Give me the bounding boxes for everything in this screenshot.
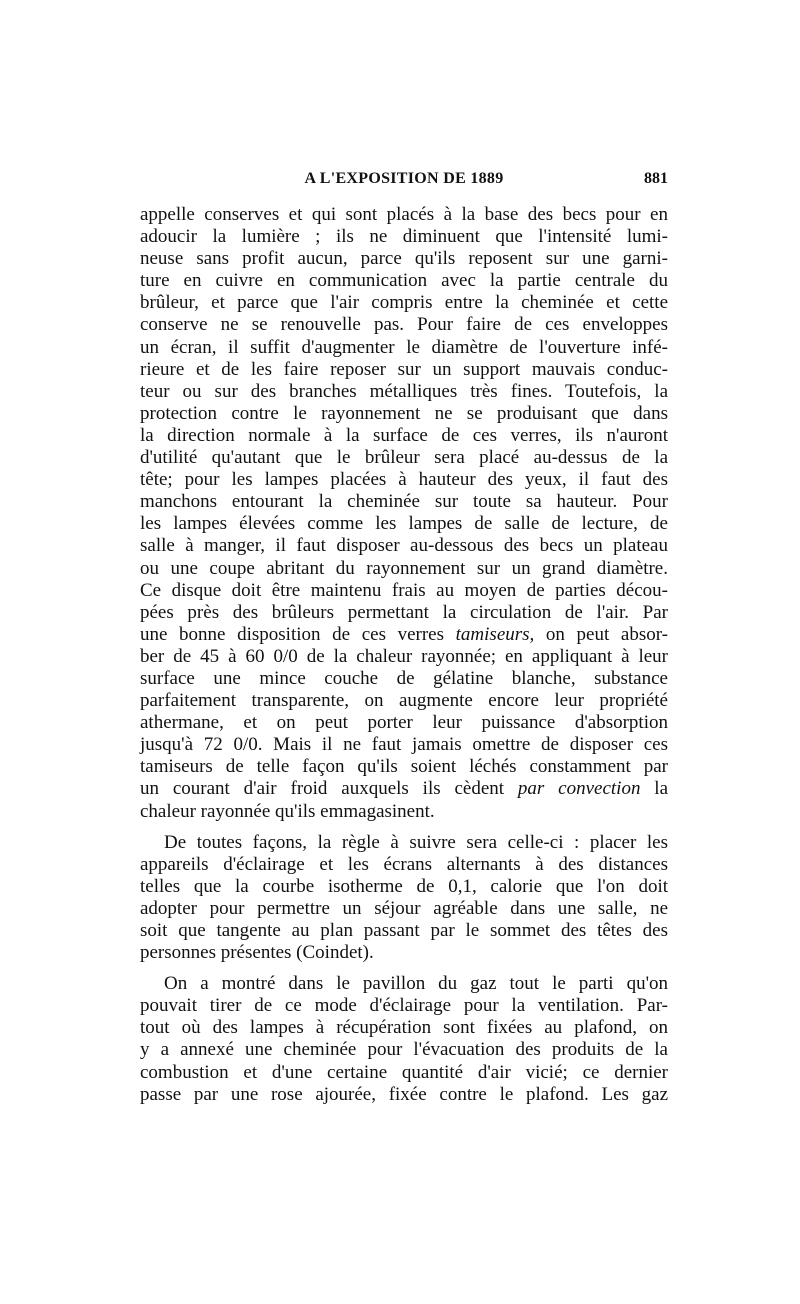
text-line: parfaitement transparente, on augmente encore leur propriété [140, 690, 668, 712]
text-line: pées près des brûleurs permettant la circulation de l'air. Par [140, 601, 668, 623]
text-line: ture en cuivre en communication avec la partie centrale du [140, 270, 668, 292]
paragraph-gap [140, 964, 668, 973]
text-line: surface une mince couche de gélatine blanche, substance [140, 667, 668, 689]
text-line: y a annexé une cheminée pour l'évacuation des produits de la [140, 1039, 668, 1061]
text-line: tête; pour les lampes placées à hauteur des yeux, il faut des [140, 469, 668, 491]
text-line: Ce disque doit être maintenu frais au moyen de parties décou- [140, 579, 668, 601]
italic-term: tamiseurs, [455, 623, 535, 645]
text-line: De toutes façons, la règle à suivre sera celle-ci : placer les [164, 831, 668, 853]
text-run: une bonne disposition de ces verres [140, 623, 456, 645]
text-line: manchons entourant la cheminée sur toute sa hauteur. Pour [140, 491, 668, 513]
running-title: A L'EXPOSITION DE 1889 [304, 170, 504, 187]
text-line: conserve ne se renouvelle pas. Pour faire de ces enveloppes [140, 314, 668, 336]
text-line: soit que tangente au plan passant par le sommet des têtes des [140, 920, 668, 941]
paragraph-1 [140, 204, 668, 823]
paragraph-gap [140, 823, 668, 832]
paragraph-3 [140, 973, 668, 1106]
text-line: brûleur, et parce que l'air compris entre la cheminée et cette [140, 292, 668, 314]
text-line: adopter pour permettre un séjour agréable dans une salle, ne [140, 897, 668, 919]
text-line: d'utilité qu'autant que le brûleur sera placé au-dessus de la [140, 447, 668, 469]
text-line: appareils d'éclairage et les écrans alternants à des distances [140, 853, 668, 875]
text-line: personnes présentes (Coindet). [140, 942, 374, 964]
text-line: tamiseurs de telle façon qu'ils soient léchés constamment par [140, 756, 668, 778]
text-line: appelle conserves et qui sont placés à la base des becs pour en [140, 204, 668, 225]
text-line: les lampes élevées comme les lampes de salle de lecture, de [140, 513, 668, 535]
text-line: rieure et de les faire reposer sur un support mauvais conduc- [140, 358, 668, 380]
text-run: on peut absor- [534, 623, 668, 645]
text-line: ber de 45 à 60 0/0 de la chaleur rayonnée; en appliquant à leur [140, 645, 668, 667]
text-line: salle à manger, il faut disposer au-dessous des becs un plateau [140, 535, 668, 557]
text-line: pouvait tirer de ce mode d'éclairage pour la ventilation. Par- [140, 995, 668, 1017]
text-line: ou une coupe abritant du rayonnement sur un grand diamètre. [140, 557, 668, 579]
text-line: jusqu'à 72 0/0. Mais il ne faut jamais omettre de disposer ces [140, 734, 668, 756]
page-number: 881 [644, 170, 668, 187]
text-line: On a montré dans le pavillon du gaz tout le parti qu'on [164, 973, 668, 995]
running-head [140, 170, 668, 194]
text-line: chaleur rayonnée qu'ils emmagasinent. [140, 800, 435, 822]
text-line: un écran, il suffit d'augmenter le diamètre de l'ouverture infé- [140, 336, 668, 358]
text-line: telles que la courbe isotherme de 0,1, calorie que l'on doit [140, 875, 668, 897]
text-line: teur ou sur des branches métalliques très fines. Toutefois, la [140, 380, 668, 402]
text-line: neuse sans profit aucun, parce qu'ils reposent sur une garni- [140, 248, 668, 270]
text-line [140, 778, 668, 800]
body-text [140, 204, 668, 1106]
paragraph-2 [140, 832, 668, 965]
text-line: athermane, et on peut porter leur puissance d'absorption [140, 712, 668, 734]
italic-term: par convection [517, 778, 641, 800]
text-line: passe par une rose ajourée, fixée contre le plafond. Les gaz [140, 1083, 668, 1105]
text-line: protection contre le rayonnement ne se produisant que dans [140, 402, 668, 424]
text-run: un courant d'air froid auxquels ils cèdent [140, 778, 518, 800]
text-run: la [640, 778, 669, 800]
text-line [140, 624, 668, 646]
text-line: tout où des lampes à récupération sont fixées au plafond, on [140, 1017, 668, 1039]
text-line: adoucir la lumière ; ils ne diminuent que l'intensité lumi- [140, 226, 668, 248]
text-line: la direction normale à la surface de ces verres, ils n'auront [140, 424, 668, 446]
text-line: combustion et d'une certaine quantité d'air vicié; ce dernier [140, 1061, 668, 1083]
